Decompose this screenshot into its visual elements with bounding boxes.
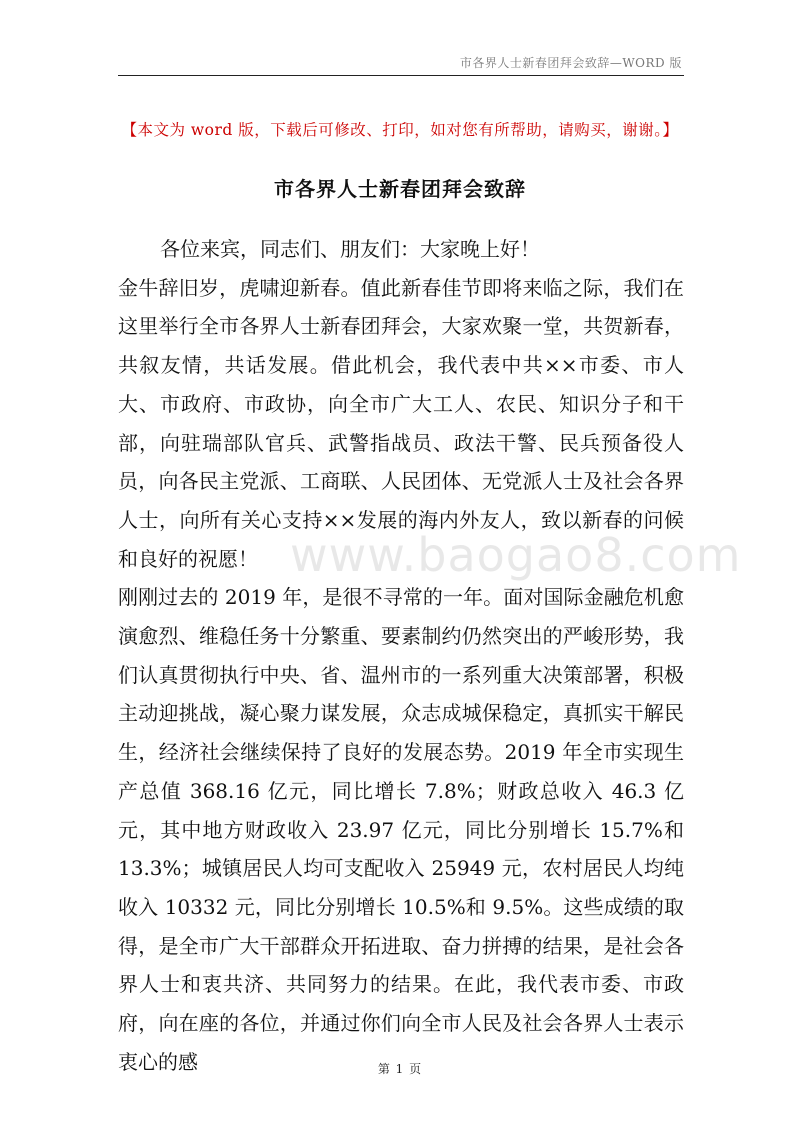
paragraph-new-year-wishes: 金牛辞旧岁，虎啸迎新春。值此新春佳节即将来临之际，我们在这里举行全市各界人士新春团拜会，大家欢聚一堂，共贺新春，共叙友情，共话发展。借此机会，我代表中共××市委、市人大、市政府、市政协，向全市广大工人、农民、知识分子和干部，向驻瑞部队官兵、武警指战员、政法干警、民兵预备役人员，向各民主党派、工商联、人民团体、无党派人士及社会各界人士，向所有关心支持××发展的海内外友人，致以新春的问候和良好的祝愿！ <box>118 275 684 571</box>
paragraph-review-2019: 刚刚过去的 2019 年，是很不寻常的一年。面对国际金融危机愈演愈烈、维稳任务十分繁重、要素制约仍然突出的严峻形势，我们认真贯彻执行中央、省、温州市的一系列重大决策部署，积极主动迎挑战，凝心聚力谋发展，众志成城保稳定，真抓实干解民生，经济社会继续保持了良好的发展态势。2019 年全市实现生产总值 368.16 亿元，同比增长 7.8%；财政总收入 46.3 亿元，其中地方财政收入 23.97 亿元，同比分别增长 15.7%和 13.3%；城镇居民人均可支配收入 25949 元，农村居民人均纯收入 10332 元，同比分别增长 10.5%和 9.5%。这些成绩的取得，是全市广大干部群众开拓进取、奋力拼搏的结果，是社会各界人士和衷共济、共同努力的结果。在此，我代表市委、市政府，向在座的各位，并通过你们向全市人民及社会各界人士表示衷心的感 <box>118 585 684 1074</box>
header-rule <box>118 75 684 76</box>
page-number: 第 1 页 <box>377 1062 423 1076</box>
watermark: www.baogao8.com <box>290 528 742 582</box>
running-title: 市各界人士新春团拜会致辞—WORD 版 <box>459 56 682 70</box>
paragraph-greeting: 各位来宾，同志们、朋友们：大家晚上好！ <box>160 237 540 261</box>
page-header <box>0 0 800 80</box>
download-notice: 【本文为 word 版，下载后可修改、打印，如对您有所帮助，请购买，谢谢。】 <box>121 121 679 139</box>
document-body <box>118 230 684 1081</box>
document-title: 市各界人士新春团拜会致辞 <box>274 177 526 201</box>
